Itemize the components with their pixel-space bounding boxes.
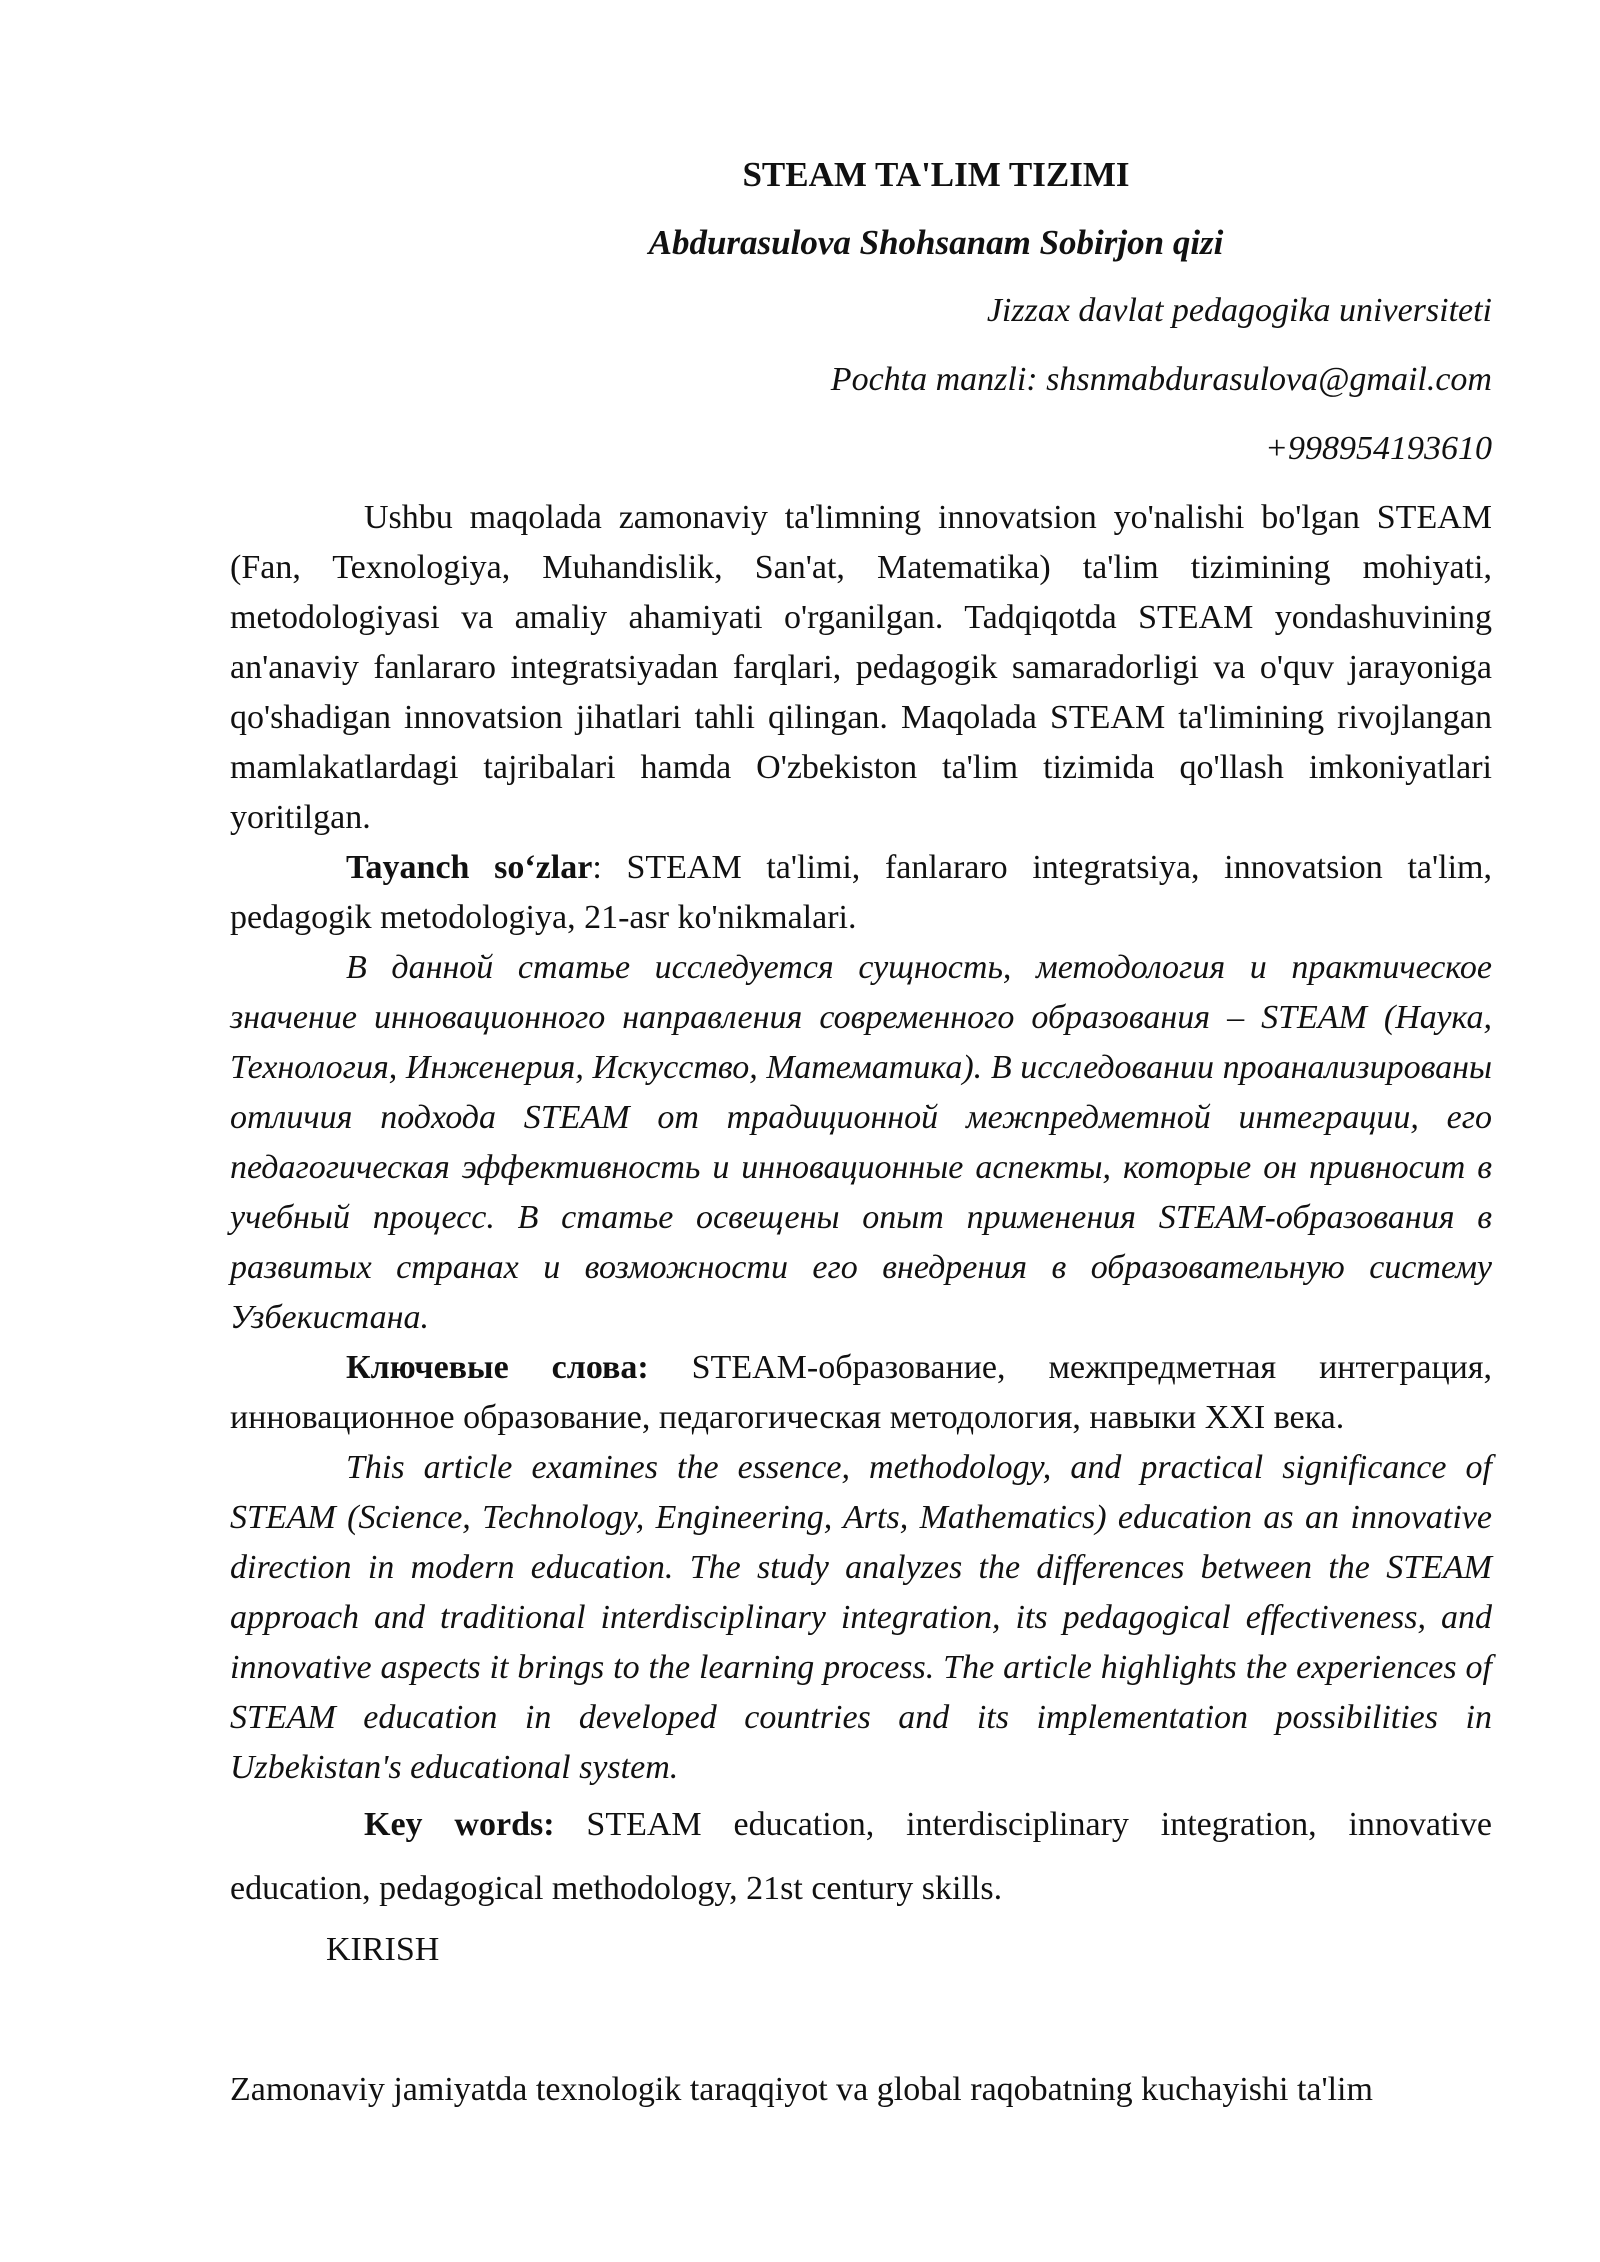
author-phone: +998954193610 [1265,430,1492,467]
abstract-ru: В данной статье исследуется сущность, методология и практическое значение инновационного направления современного образования – STEAM (Наука, Технология, Инженерия, Искусство, Математика). В исследовании проанализированы отличия подхода STEAM от традиционной межпредметной интеграции, его педагогическая эффективность и инновационные аспекты, которые он привносит в учебный процесс. В статье освещены опыт применения STEAM-образования в развитых странах и возможности его внедрения в образовательную систему Узбекистана. [230,949,1492,1336]
author-email: Pochta manzli: shsnmabdurasulova@gmail.com [830,361,1492,398]
keywords-uz-text: : STEAM ta'limi, fanlararo integratsiya, innovatsion ta'lim, pedagogik metodologiya, 21-asr ko'nikmalari. [230,849,1492,936]
keywords-en [230,1793,1492,1921]
intro-first-line: Zamonaviy jamiyatda texnologik taraqqiyot va global raqobatning kuchayishi ta'lim [230,2071,1373,2108]
author-name: Abdurasulova Shohsanam Sobirjon qizi [648,223,1224,262]
keywords-ru-text: STEAM-образование, межпредметная интеграция, инновационное образование, педагогическая методология, навыки XXI века. [230,1349,1492,1436]
keywords-ru-label: Ключевые слова: [346,1349,649,1386]
section-heading-intro: KIRISH [326,1931,440,1968]
abstract-en: This article examines the essence, methodology, and practical significance of STEAM (Science, Technology, Engineering, Arts, Mathematics) education as an innovative direction in modern education. The study analyzes the differences between the STEAM approach and traditional interdisciplinary integration, its pedagogical effectiveness, and innovative aspects it brings to the learning process. The article highlights the experiences of STEAM education in developed countries and its implementation possibilities in Uzbekistan's educational system. [230,1449,1492,1786]
author-institution: Jizzax davlat pedagogika universiteti [986,292,1492,329]
keywords-uz-label: Tayanch so‘zlar [346,849,593,886]
keywords-en-label: Key words: [364,1806,555,1843]
keywords-uz [230,843,1492,943]
document-page [230,150,1492,2115]
paper-title: STEAM TA'LIM TIZIMI [742,155,1130,194]
abstract-uz: Ushbu maqolada zamonaviy ta'limning innovatsion yo'nalishi bo'lgan STEAM (Fan, Texnologiya, Muhandislik, San'at, Matematika) ta'lim tizimining mohiyati, metodologiyasi va amaliy ahamiyati o'rganilgan. Tadqiqotda STEAM yondashuvining an'anaviy fanlararo integratsiyadan farqlari, pedagogik samaradorligi va o'quv jarayoniga qo'shadigan innovatsion jihatlari tahli qilingan. Maqolada STEAM ta'limining rivojlangan mamlakatlardagi tajribalari hamda O'zbekiston ta'lim tizimida qo'llash imkoniyatlari yoritilgan. [230,499,1492,836]
keywords-en-text: STEAM education, interdisciplinary integration, innovative education, pedagogical methodology, 21st century skills. [230,1806,1492,1907]
keywords-ru [230,1343,1492,1443]
